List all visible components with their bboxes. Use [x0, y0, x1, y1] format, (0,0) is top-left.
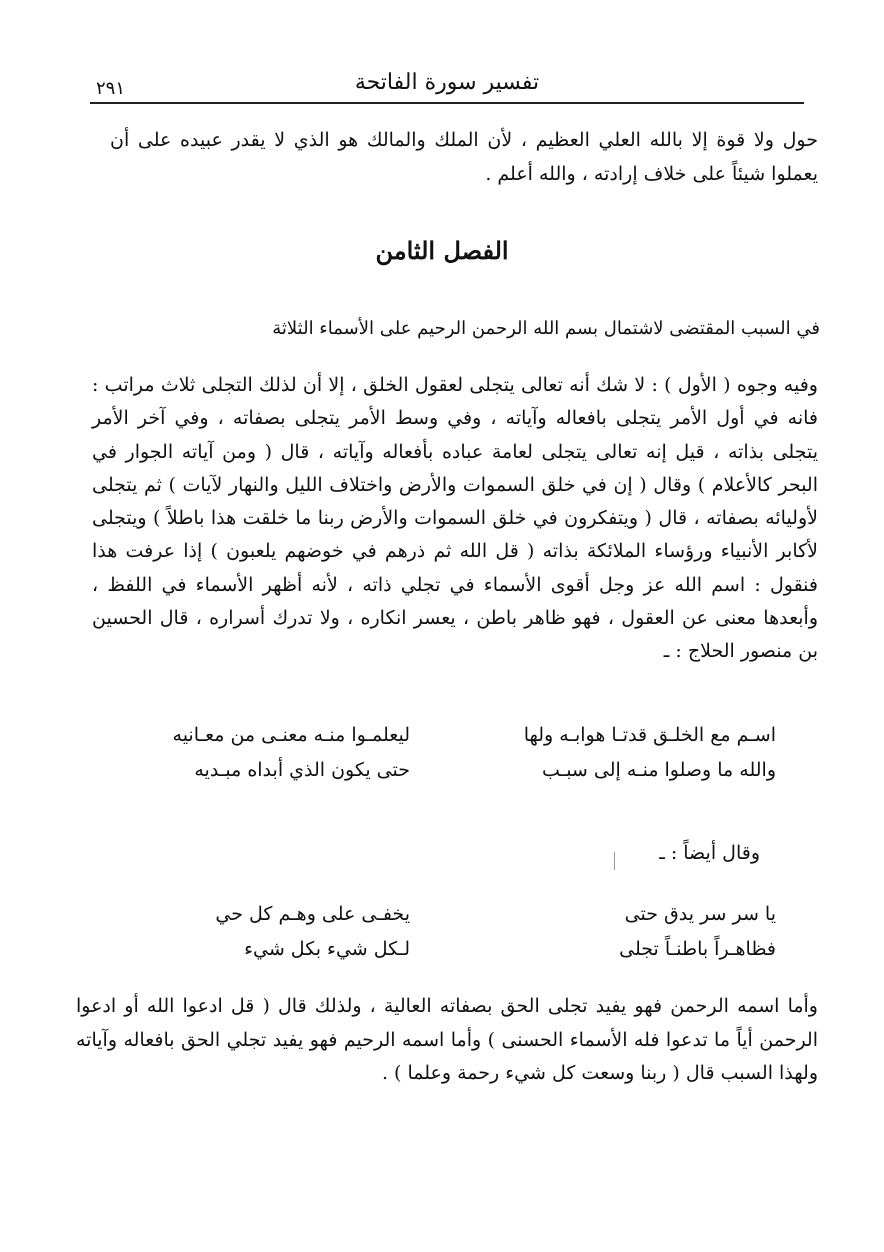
verse-second-hemistich: حتى يكون الذي أبداه مبـديه [194, 759, 410, 781]
verse-first-hemistich: والله ما وصلوا منـه إلى سبـب [541, 759, 776, 781]
verse-second-hemistich: ليعلمـوا منـه معنـى من معـانيه [172, 724, 410, 746]
page-number: ٢٩١ [96, 78, 126, 99]
header-rule [90, 102, 804, 104]
verse-line [120, 938, 800, 973]
verse-line [120, 759, 800, 794]
paragraph-rahman-rahim: وأما اسمه الرحمن فهو يفيد تجلى الحق بصفاته العالية ، ولذلك قال ( قل ادعوا الله أو ادعوا الرحمن أياً ما تدعوا فله الأسماء الحسنى ) وأما اسمه الرحيم فهو يفيد تجلي الحق بافعاله وآياته ولهذا السبب قال ( ربنا وسعت كل شيء رحمة وعلما ) . [76, 995, 818, 1084]
paragraph-continuation: حول ولا قوة إلا بالله العلي العظيم ، لأن الملك والمالك هو الذي لا يقدر عبيده على أن يعملوا شيئاً على خلاف إرادته ، والله أعلم . [110, 129, 818, 185]
section-title: الفصل الثامن [375, 236, 509, 265]
verse-first-hemistich: فظاهـراً باطنـاً تجلى [619, 938, 776, 960]
verse-first-hemistich: يا سر سر يدق حتى [624, 903, 776, 925]
paragraph-first-aspect: وفيه وجوه ( الأول ) : لا شك أنه تعالى يتجلى لعقول الخلق ، إلا أن لذلك التجلى ثلاث مراتب : فانه في أول الأمر يتجلى بافعاله وآياته ، وفي وسط الأمر يتجلى بصفاته ، وفي آخر الأمر يتجلى بذاته ، قيل إنه تعالى يتجلى لعامة عباده بأفعاله وآياته ، قال ( ومن آياته الجوار في البحر كالأعلام ) وقال ( إن في خلق السموات والأرض واختلاف الليل والنهار لآيات ) ثم يتجلى لأوليائه بصفاته ، قال ( ويتفكرون في خلق السموات والأرض ربنا ما خلقت هذا باطلاً ) ويتجلى لأكابر الأنبياء ورؤساء الملائكة بذاته ( قل الله ثم ذرهم في خوضهم يلعبون ) إذا عرفت هذا فنقول : اسم الله عز وجل أقوى الأسماء في تجلي ذاته ، لأنه أظهر الأسماء في اللفظ ، وأبعدها معنى عن العقول ، فهو ظاهر باطن ، يعسر انكاره ، ولا تدرك أسراره ، قال الحسين بن منصور الحلاج : ـ [92, 374, 819, 663]
poem-intro: وقال أيضاً : ـ [659, 842, 760, 864]
verse-line [120, 724, 800, 759]
verse-line [120, 903, 800, 938]
verse-second-hemistich: لـكل شيء بكل شيء [244, 938, 410, 960]
poem-hallaj [120, 724, 800, 794]
verse-second-hemistich: يخفـى على وهـم كل حي [215, 903, 410, 925]
running-title: تفسير سورة الفاتحة [354, 70, 540, 95]
verse-first-hemistich: اسـم مع الخلـق قدتـا هوابـه ولها [523, 724, 776, 746]
poem-second [120, 903, 800, 973]
page-header [90, 66, 804, 106]
section-subtitle: في السبب المقتضى لاشتمال بسم الله الرحمن الرحيم على الأسماء الثلاثة [272, 318, 820, 339]
margin-mark [614, 852, 615, 870]
